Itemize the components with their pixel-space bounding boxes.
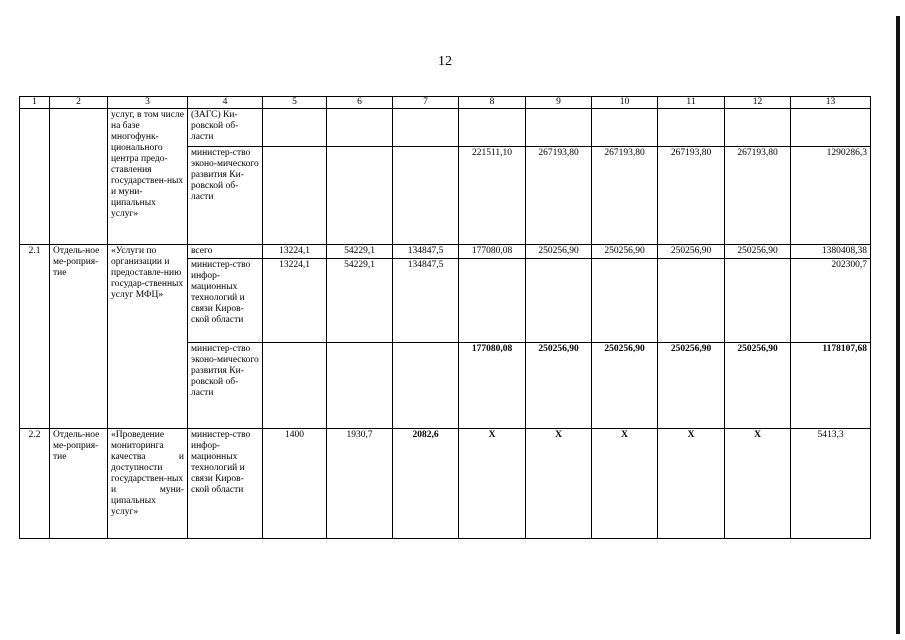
cell-value: 1380408,38 [791, 245, 871, 259]
cell-value [658, 259, 725, 343]
cell-value: 250256,90 [725, 245, 791, 259]
cell-value [592, 259, 658, 343]
cell-value [327, 109, 393, 147]
cell-number [20, 109, 50, 245]
cell-value [725, 109, 791, 147]
cell-title: услуг, в том числе на базе многофунк-ционального центра предо-ставления государствен-ных и муни-ципальных услуг» [108, 109, 188, 245]
table-row [20, 245, 871, 259]
cell-title: «Проведение мониторинга качества и доступности государствен-ных и муни-ципальных услуг» [108, 429, 188, 539]
cell-executor: министер-ство инфор-мационных технологий и связи Киров-ской области [188, 259, 263, 343]
budget-table [19, 96, 871, 539]
cell-value: 13224,1 [263, 259, 327, 343]
cell-number: 2.1 [20, 245, 50, 429]
cell-number: 2.2 [20, 429, 50, 539]
cell-value [459, 259, 526, 343]
cell-type: Отдель-ное ме-роприя-тие [50, 429, 108, 539]
page-edge-bar [896, 16, 900, 634]
cell-value: 250256,90 [526, 343, 592, 429]
cell-value [526, 109, 592, 147]
cell-value [725, 259, 791, 343]
cell-value: 1290286,3 [791, 147, 871, 245]
cell-value: 250256,90 [658, 343, 725, 429]
cell-value: 134847,5 [393, 259, 459, 343]
cell-value: X [658, 429, 725, 539]
column-header: 8 [459, 97, 526, 109]
cell-value: 1178107,68 [791, 343, 871, 429]
column-header: 10 [592, 97, 658, 109]
cell-value: 250256,90 [526, 245, 592, 259]
cell-value: 267193,80 [526, 147, 592, 245]
cell-value: 250256,90 [592, 245, 658, 259]
cell-value: 250256,90 [592, 343, 658, 429]
cell-value [459, 109, 526, 147]
header-row [20, 97, 871, 109]
cell-value [592, 109, 658, 147]
cell-value [791, 109, 871, 147]
cell-value: 202300,7 [791, 259, 871, 343]
cell-value: X [526, 429, 592, 539]
cell-value [327, 147, 393, 245]
cell-value [263, 109, 327, 147]
column-header: 12 [725, 97, 791, 109]
cell-value [263, 147, 327, 245]
cell-value: X [725, 429, 791, 539]
cell-value [327, 343, 393, 429]
cell-value: 267193,80 [658, 147, 725, 245]
column-header: 1 [20, 97, 50, 109]
cell-value: 221511,10 [459, 147, 526, 245]
column-header: 2 [50, 97, 108, 109]
cell-value: 54229,1 [327, 245, 393, 259]
cell-value: 1400 [263, 429, 327, 539]
cell-executor: министер-ство эконо-мического развития Ки-ровской об-ласти [188, 147, 263, 245]
cell-value [263, 343, 327, 429]
cell-value: 267193,80 [725, 147, 791, 245]
cell-value [658, 109, 725, 147]
cell-value [393, 109, 459, 147]
column-header: 13 [791, 97, 871, 109]
cell-value: 177080,08 [459, 343, 526, 429]
table-row [20, 109, 871, 147]
cell-value [393, 343, 459, 429]
cell-value: X [459, 429, 526, 539]
table-row [20, 429, 871, 539]
column-header: 4 [188, 97, 263, 109]
column-header: 11 [658, 97, 725, 109]
cell-value: 13224,1 [263, 245, 327, 259]
column-header: 3 [108, 97, 188, 109]
cell-value: X [592, 429, 658, 539]
cell-title: «Услуги по организации и предоставле-нию государ-ственных услуг МФЦ» [108, 245, 188, 429]
cell-executor: министер-ство инфор-мационных технологий и связи Киров-ской области [188, 429, 263, 539]
cell-executor: министер-ство эконо-мического развития Ки-ровской об-ласти [188, 343, 263, 429]
cell-value: 54229,1 [327, 259, 393, 343]
column-header: 7 [393, 97, 459, 109]
cell-executor: (ЗАГС) Ки-ровской об-ласти [188, 109, 263, 147]
cell-type [50, 109, 108, 245]
cell-value: 177080,08 [459, 245, 526, 259]
cell-value: 134847,5 [393, 245, 459, 259]
cell-value: 5413,3 [791, 429, 871, 539]
cell-value: 2082,6 [393, 429, 459, 539]
cell-value [393, 147, 459, 245]
column-header: 5 [263, 97, 327, 109]
cell-executor: всего [188, 245, 263, 259]
cell-value [526, 259, 592, 343]
cell-value: 250256,90 [725, 343, 791, 429]
column-header: 9 [526, 97, 592, 109]
cell-value: 250256,90 [658, 245, 725, 259]
cell-value: 1930,7 [327, 429, 393, 539]
page-number: 12 [438, 54, 452, 69]
cell-type: Отдель-ное ме-роприя-тие [50, 245, 108, 429]
column-header: 6 [327, 97, 393, 109]
cell-value: 267193,80 [592, 147, 658, 245]
